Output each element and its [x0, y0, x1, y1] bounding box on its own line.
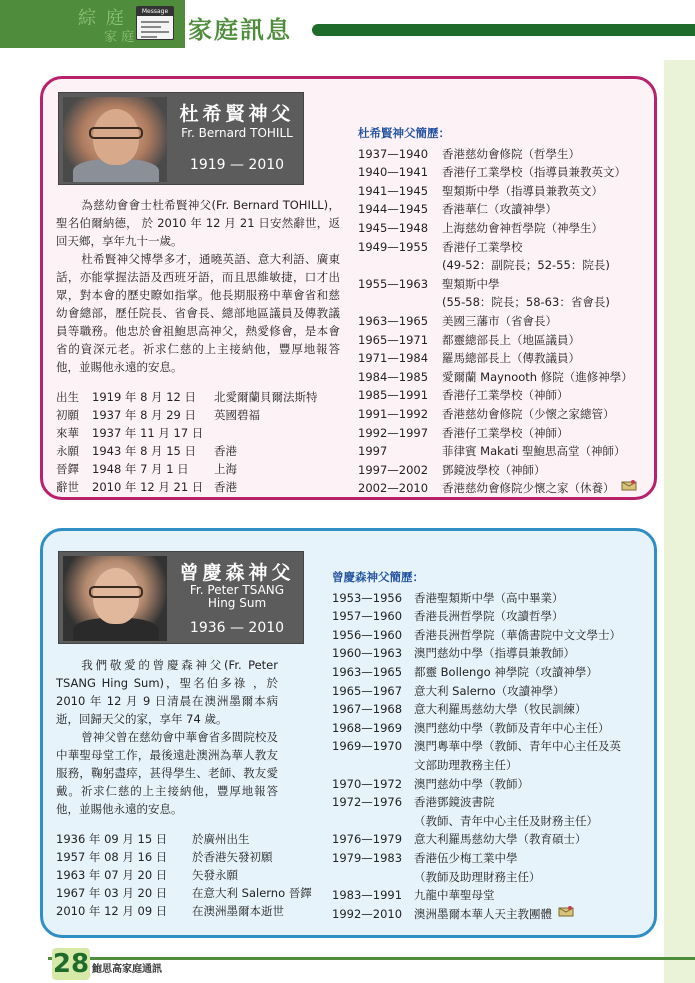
- glasses-icon: [89, 127, 143, 139]
- list-item: 來華 1937 年 11 月 17 日: [56, 426, 204, 440]
- list-item: 1944—1945 香港華仁（攻讀神學）: [358, 202, 557, 217]
- resume-list: [358, 124, 637, 498]
- glasses-icon: [89, 586, 143, 598]
- biography-text: [56, 656, 278, 818]
- bio-paragraph: 曾神父曾在慈幼會中華會省多間院校及中華聖母堂工作，最後遠赴澳洲為華人教友服務，鞠躬盡瘁，甚得學生、老師、教友愛戴。祈求仁慈的上主接納他，豐厚地報答他，並賜他永遠的安息。: [56, 730, 278, 816]
- portrait-photo: [63, 556, 167, 641]
- name-plate-tohill: [58, 92, 304, 185]
- list-item: 1955—1963 聖類斯中學: [358, 276, 500, 291]
- section-title: 家庭訊息: [188, 16, 292, 44]
- list-item: 1963—1965 美國三藩市（省會長）: [358, 313, 557, 328]
- list-item: 1953—1956 香港聖類斯中學（高中畢業）: [332, 590, 564, 605]
- list-item: 1965—1967 意大利 Salerno（攻讀神學）: [332, 683, 565, 698]
- list-item: 1936 年 09 月 15 日 於廣州出生: [56, 832, 250, 846]
- list-item: 1997—2002 鄧鏡波學校（神師）: [358, 462, 546, 477]
- person-name-en-line1: Fr. Peter TSANG: [189, 583, 285, 597]
- list-item: 1970—1972 澳門慈幼中學（教師）: [332, 776, 529, 791]
- list-item: 1949—1955 香港仔工業學校: [358, 239, 523, 254]
- person-name-en-line2: Hing Sum: [207, 596, 267, 610]
- header-ghost-text-2: 家 庭: [104, 30, 135, 45]
- person-name-zh: 杜希賢神父: [179, 103, 295, 125]
- list-item: 1979—1983 香港伍少梅工業中學: [332, 850, 518, 865]
- list-item: 1976—1979 意大利羅馬慈幼大學（教育碩士）: [332, 832, 587, 847]
- biography-text: [56, 196, 340, 376]
- list-item: （教師、青年中心主任及財務主任）: [414, 813, 598, 828]
- resume-list: [332, 568, 621, 923]
- page-number: 28: [52, 949, 90, 979]
- resume-title: 杜希賢神父簡歷：: [358, 126, 450, 140]
- list-item: 1992—2010 澳洲墨爾本華人天主教團體: [332, 905, 621, 924]
- list-item: 1937—1940 香港慈幼會修院（哲學生）: [358, 146, 580, 161]
- list-item: 1960—1963 澳門慈幼中學（指導員兼教師）: [332, 646, 575, 661]
- list-item: (49-52：副院長；52-55：院長): [442, 258, 610, 273]
- bio-paragraph: 杜希賢神父博學多才，通曉英語、意大利語、廣東話，亦能掌握法語及西班牙語，而且思維敏捷，口才出眾，對本會的歷史瞭如指掌。他長期服務中華會省和慈幼會總部，歷任院長、省會長、總部地區議員及傳教議員等職務。他忠於會祖鮑思高神父，熱愛修會，是本會省的資深元老。祈求仁慈的上主接納他，豐厚地報答他，並賜他永遠的安息。: [56, 252, 340, 374]
- list-item: （教師及助理財務主任）: [414, 869, 541, 884]
- list-item: 1940—1941 香港仔工業學校（指導員兼教英文）: [358, 165, 626, 180]
- list-item: 1985—1991 香港仔工業學校（神師）: [358, 388, 569, 403]
- bio-paragraph: 為慈幼會會士杜希賢神父(Fr. Bernard TOHILL)，聖名伯爾納德， 於 2010 年 12 月 21 日安然辭世，返回天鄉，享年九十一歲。: [56, 198, 340, 248]
- list-item: 晉鐸 1948 年 7 月 1 日 上海: [56, 462, 237, 476]
- list-item: 1963 年 07 月 20 日 矢發永願: [56, 868, 238, 882]
- list-item: 1957—1960 香港長洲哲學院（攻讀哲學）: [332, 609, 564, 624]
- list-item: 1991—1992 香港慈幼會修院（少懷之家總管）: [358, 406, 615, 421]
- list-item: 1997 菲律賓 Makati 聖鮑思高堂（神師）: [358, 444, 626, 459]
- header-ghost-text: 綜 庭: [78, 8, 126, 29]
- list-item: 1992—1997 香港仔工業學校（神師）: [358, 425, 569, 440]
- person-name-zh: 曾慶森神父: [179, 562, 295, 584]
- list-item: 初願 1937 年 8 月 29 日 英國碧福: [56, 408, 260, 422]
- header-rule: [312, 24, 695, 36]
- list-item: 文部助理教務主任）: [414, 757, 518, 772]
- message-icon-label: Message: [137, 7, 173, 16]
- list-item: 1983—1991 九龍中華聖母堂: [332, 888, 495, 903]
- message-icon: [136, 6, 174, 40]
- list-item: 出生 1919 年 8 月 12 日 北愛爾蘭貝爾法斯特: [56, 390, 318, 404]
- list-item: 1967—1968 意大利羅馬慈幼大學（牧民訓練）: [332, 702, 587, 717]
- list-item: (55-58：院長；58-63：省會長): [442, 295, 610, 310]
- list-item: 永願 1943 年 8 月 15 日 香港: [56, 444, 237, 458]
- list-item: 2010 年 12 月 09 日 在澳洲墨爾本逝世: [56, 904, 284, 918]
- name-plate-tsang: [58, 551, 304, 644]
- list-item: 1957 年 08 月 16 日 於香港矢發初願: [56, 850, 273, 864]
- bio-paragraph: 我們敬愛的曾慶森神父(Fr. Peter TSANG Hing Sum)，聖名伯多祿 ，於 2010 年 12 月 9 日清晨在澳洲墨爾本病逝，回歸天父的家，享年 74 歲。: [56, 658, 278, 726]
- key-dates-list: [56, 830, 312, 920]
- list-item: 1945—1948 上海慈幼會神哲學院（神學生）: [358, 220, 603, 235]
- person-years: 1936 — 2010: [189, 620, 285, 636]
- list-item: 2002—2010 香港慈幼會修院少懷之家（休養）: [358, 479, 637, 498]
- list-item: 1984—1985 愛爾蘭 Maynooth 修院（進修神學）: [358, 369, 633, 384]
- list-item: 1941—1945 聖類斯中學（指導員兼教英文）: [358, 183, 603, 198]
- publication-name: 鮑思高家庭通訊: [92, 964, 162, 975]
- portrait-photo: [63, 97, 167, 182]
- page-header: [0, 0, 695, 60]
- list-item: 1969—1970 澳門粵華中學（教師、青年中心主任及英: [332, 739, 621, 754]
- list-item: 1956—1960 香港長洲哲學院（華僑書院中文文學士）: [332, 627, 621, 642]
- end-mark-icon: [558, 905, 574, 917]
- list-item: 1971—1984 羅馬總部長上（傳教議員）: [358, 351, 580, 366]
- list-item: 1967 年 03 月 20 日 在意大利 Salerno 晉鐸: [56, 886, 312, 900]
- list-item: 1963—1965 都靈 Bollengo 神學院（攻讀神學）: [332, 664, 598, 679]
- list-item: 辭世 2010 年 12 月 21 日 香港: [56, 480, 237, 494]
- person-name-en: [171, 584, 303, 610]
- list-item: 1968—1969 澳門慈幼中學（教師及青年中心主任）: [332, 720, 610, 735]
- list-item: 1972—1976 香港鄧鏡波書院: [332, 795, 495, 810]
- person-years: 1919 — 2010: [189, 157, 285, 173]
- person-name-en: Fr. Bernard TOHILL: [181, 126, 293, 140]
- key-dates-list: [56, 388, 318, 496]
- end-mark-icon: [621, 479, 637, 491]
- resume-title: 曾慶森神父簡歷：: [332, 570, 424, 584]
- list-item: 1965—1971 都靈總部長上（地區議員）: [358, 332, 580, 347]
- side-strip: [664, 60, 695, 983]
